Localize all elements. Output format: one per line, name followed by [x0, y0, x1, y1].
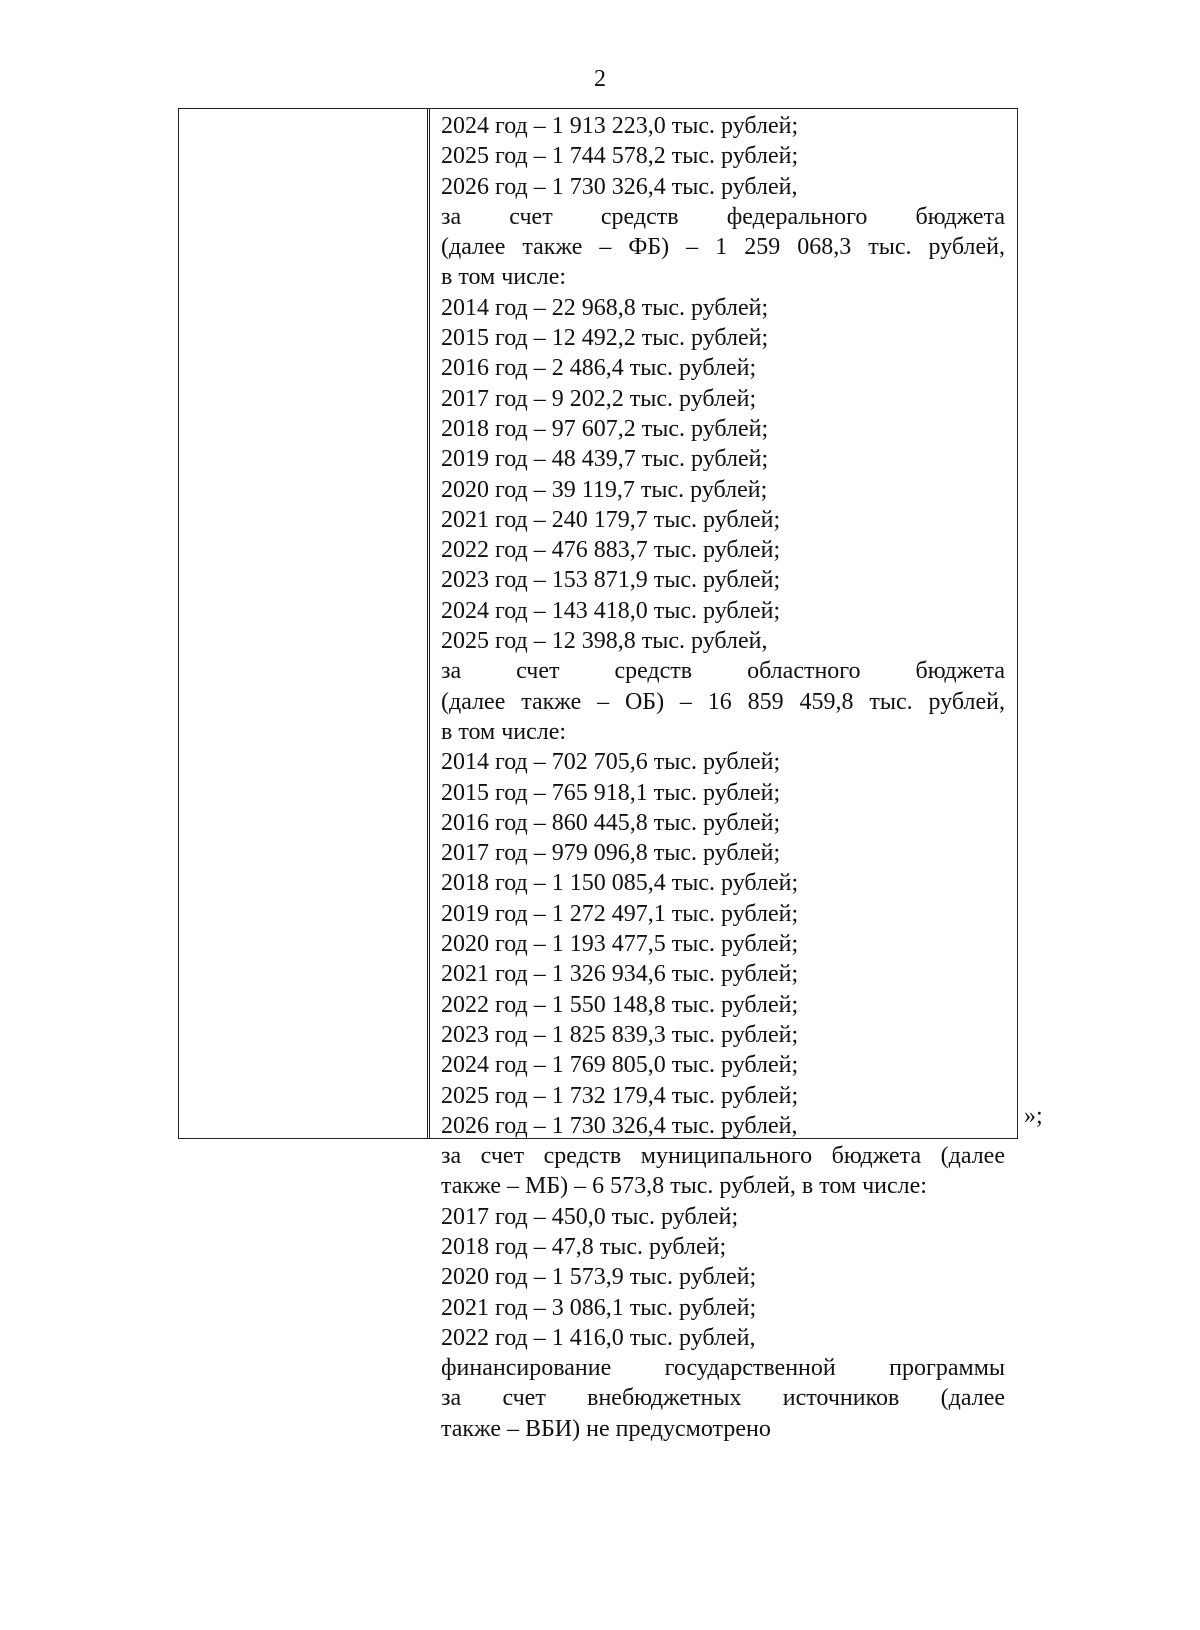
text-line: за счет внебюджетных источников (далее	[441, 1385, 1005, 1412]
text-line: 2017 год – 979 096,8 тыс. рублей;	[441, 840, 781, 867]
column-divider	[427, 109, 430, 1138]
text-line: 2020 год – 1 193 477,5 тыс. рублей;	[441, 931, 799, 958]
text-line: 2025 год – 12 398,8 тыс. рублей,	[441, 628, 768, 655]
text-line: 2022 год – 1 550 148,8 тыс. рублей;	[441, 991, 799, 1018]
text-line: 2023 год – 153 871,9 тыс. рублей;	[441, 567, 781, 594]
text-line: 2016 год – 2 486,4 тыс. рублей;	[441, 355, 757, 382]
text-line: 2016 год – 860 445,8 тыс. рублей;	[441, 809, 781, 836]
text-line: за счет средств муниципального бюджета (далее	[441, 1143, 1005, 1170]
text-line: 2020 год – 39 119,7 тыс. рублей;	[441, 476, 768, 503]
text-line: в том числе:	[441, 718, 567, 745]
closing-quote-mark: »;	[1024, 1103, 1043, 1129]
text-line: 2025 год – 1 732 179,4 тыс. рублей;	[441, 1082, 799, 1109]
text-line: за счет средств областного бюджета	[441, 658, 1005, 685]
text-line: 2018 год – 97 607,2 тыс. рублей;	[441, 415, 769, 442]
text-line: финансирование государственной программы	[441, 1355, 1005, 1382]
text-line: 2021 год – 240 179,7 тыс. рублей;	[441, 506, 781, 533]
text-line: также – МБ) – 6 573,8 тыс. рублей, в том числе:	[441, 1173, 927, 1200]
text-line: 2015 год – 765 918,1 тыс. рублей;	[441, 779, 781, 806]
text-line: 2015 год – 12 492,2 тыс. рублей;	[441, 325, 769, 352]
text-line: 2024 год – 143 418,0 тыс. рублей;	[441, 597, 781, 624]
text-line: 2026 год – 1 730 326,4 тыс. рублей,	[441, 1112, 798, 1139]
text-line: 2022 год – 476 883,7 тыс. рублей;	[441, 537, 781, 564]
text-line: (далее также – ФБ) – 1 259 068,3 тыс. рублей,	[441, 234, 1005, 261]
text-line: 2021 год – 1 326 934,6 тыс. рублей;	[441, 961, 799, 988]
text-line: 2017 год – 450,0 тыс. рублей;	[441, 1203, 739, 1230]
text-line: 2026 год – 1 730 326,4 тыс. рублей,	[441, 173, 798, 200]
text-line: 2018 год – 1 150 085,4 тыс. рублей;	[441, 870, 799, 897]
text-line: в том числе:	[441, 264, 567, 291]
funding-text-cell	[441, 111, 1005, 1444]
text-line: 2020 год – 1 573,9 тыс. рублей;	[441, 1264, 757, 1291]
passport-table	[178, 108, 1018, 1442]
text-line: 2014 год – 22 968,8 тыс. рублей;	[441, 294, 769, 321]
text-line: за счет средств федерального бюджета	[441, 203, 1005, 230]
text-line: 2019 год – 48 439,7 тыс. рублей;	[441, 446, 769, 473]
text-line: 2021 год – 3 086,1 тыс. рублей;	[441, 1294, 757, 1321]
text-line: 2024 год – 1 913 223,0 тыс. рублей;	[441, 113, 799, 139]
text-line: также – ВБИ) не предусмотрено	[441, 1415, 771, 1442]
text-line: 2024 год – 1 769 805,0 тыс. рублей;	[441, 1052, 799, 1079]
text-line: 2023 год – 1 825 839,3 тыс. рублей;	[441, 1021, 799, 1048]
text-line: 2022 год – 1 416,0 тыс. рублей,	[441, 1324, 756, 1351]
text-line: 2019 год – 1 272 497,1 тыс. рублей;	[441, 900, 799, 927]
text-line: 2025 год – 1 744 578,2 тыс. рублей;	[441, 143, 799, 170]
page-number: 2	[594, 66, 606, 92]
text-line: (далее также – ОБ) – 16 859 459,8 тыс. рублей,	[441, 688, 1005, 715]
text-line: 2017 год – 9 202,2 тыс. рублей;	[441, 385, 757, 412]
text-line: 2014 год – 702 705,6 тыс. рублей;	[441, 749, 781, 776]
text-line: 2018 год – 47,8 тыс. рублей;	[441, 1233, 727, 1260]
